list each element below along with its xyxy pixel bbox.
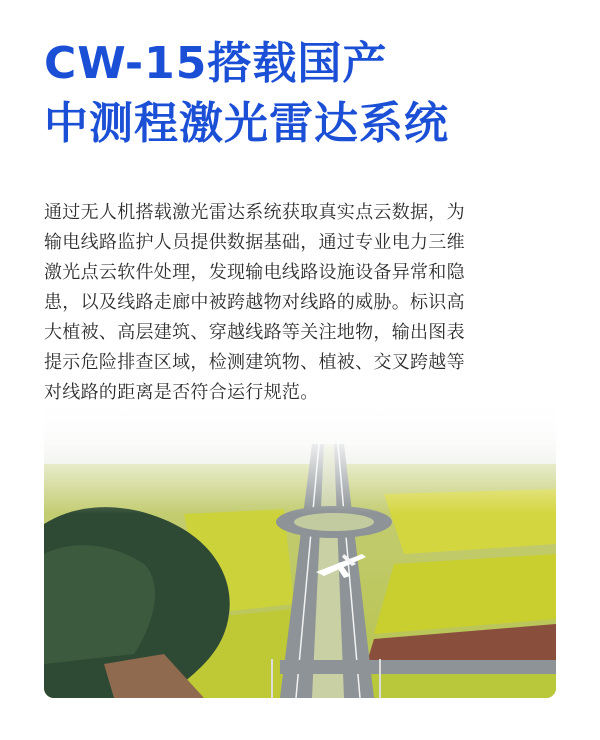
page-title bbox=[44, 34, 449, 154]
description-line: 通过无人机搭载激光雷达系统获取真实点云数据，为 bbox=[44, 202, 465, 223]
title-line-2: 中测程激光雷达系统 bbox=[44, 98, 449, 149]
photo-top-fade bbox=[44, 404, 556, 514]
description-line: 输电线路监护人员提供数据基础，通过专业电力三维 bbox=[44, 232, 465, 253]
description-line: 激光点云软件处理，发现输电线路设施设备异常和隐 bbox=[44, 262, 465, 283]
title-line-1: CW-15搭载国产 bbox=[44, 38, 388, 89]
description-line: 提示危险排查区域，检测建筑物、植被、交叉跨越等 bbox=[44, 352, 465, 373]
description-line: 大植被、高层建筑、穿越线路等关注地物，输出图表 bbox=[44, 322, 465, 343]
description-paragraph bbox=[44, 198, 560, 408]
aerial-photo bbox=[44, 404, 556, 698]
cross-road bbox=[280, 660, 556, 674]
description-line: 患，以及线路走廊中被跨越物对线路的威胁。标识高 bbox=[44, 292, 465, 313]
description-line: 对线路的距离是否符合运行规范。 bbox=[44, 382, 319, 403]
